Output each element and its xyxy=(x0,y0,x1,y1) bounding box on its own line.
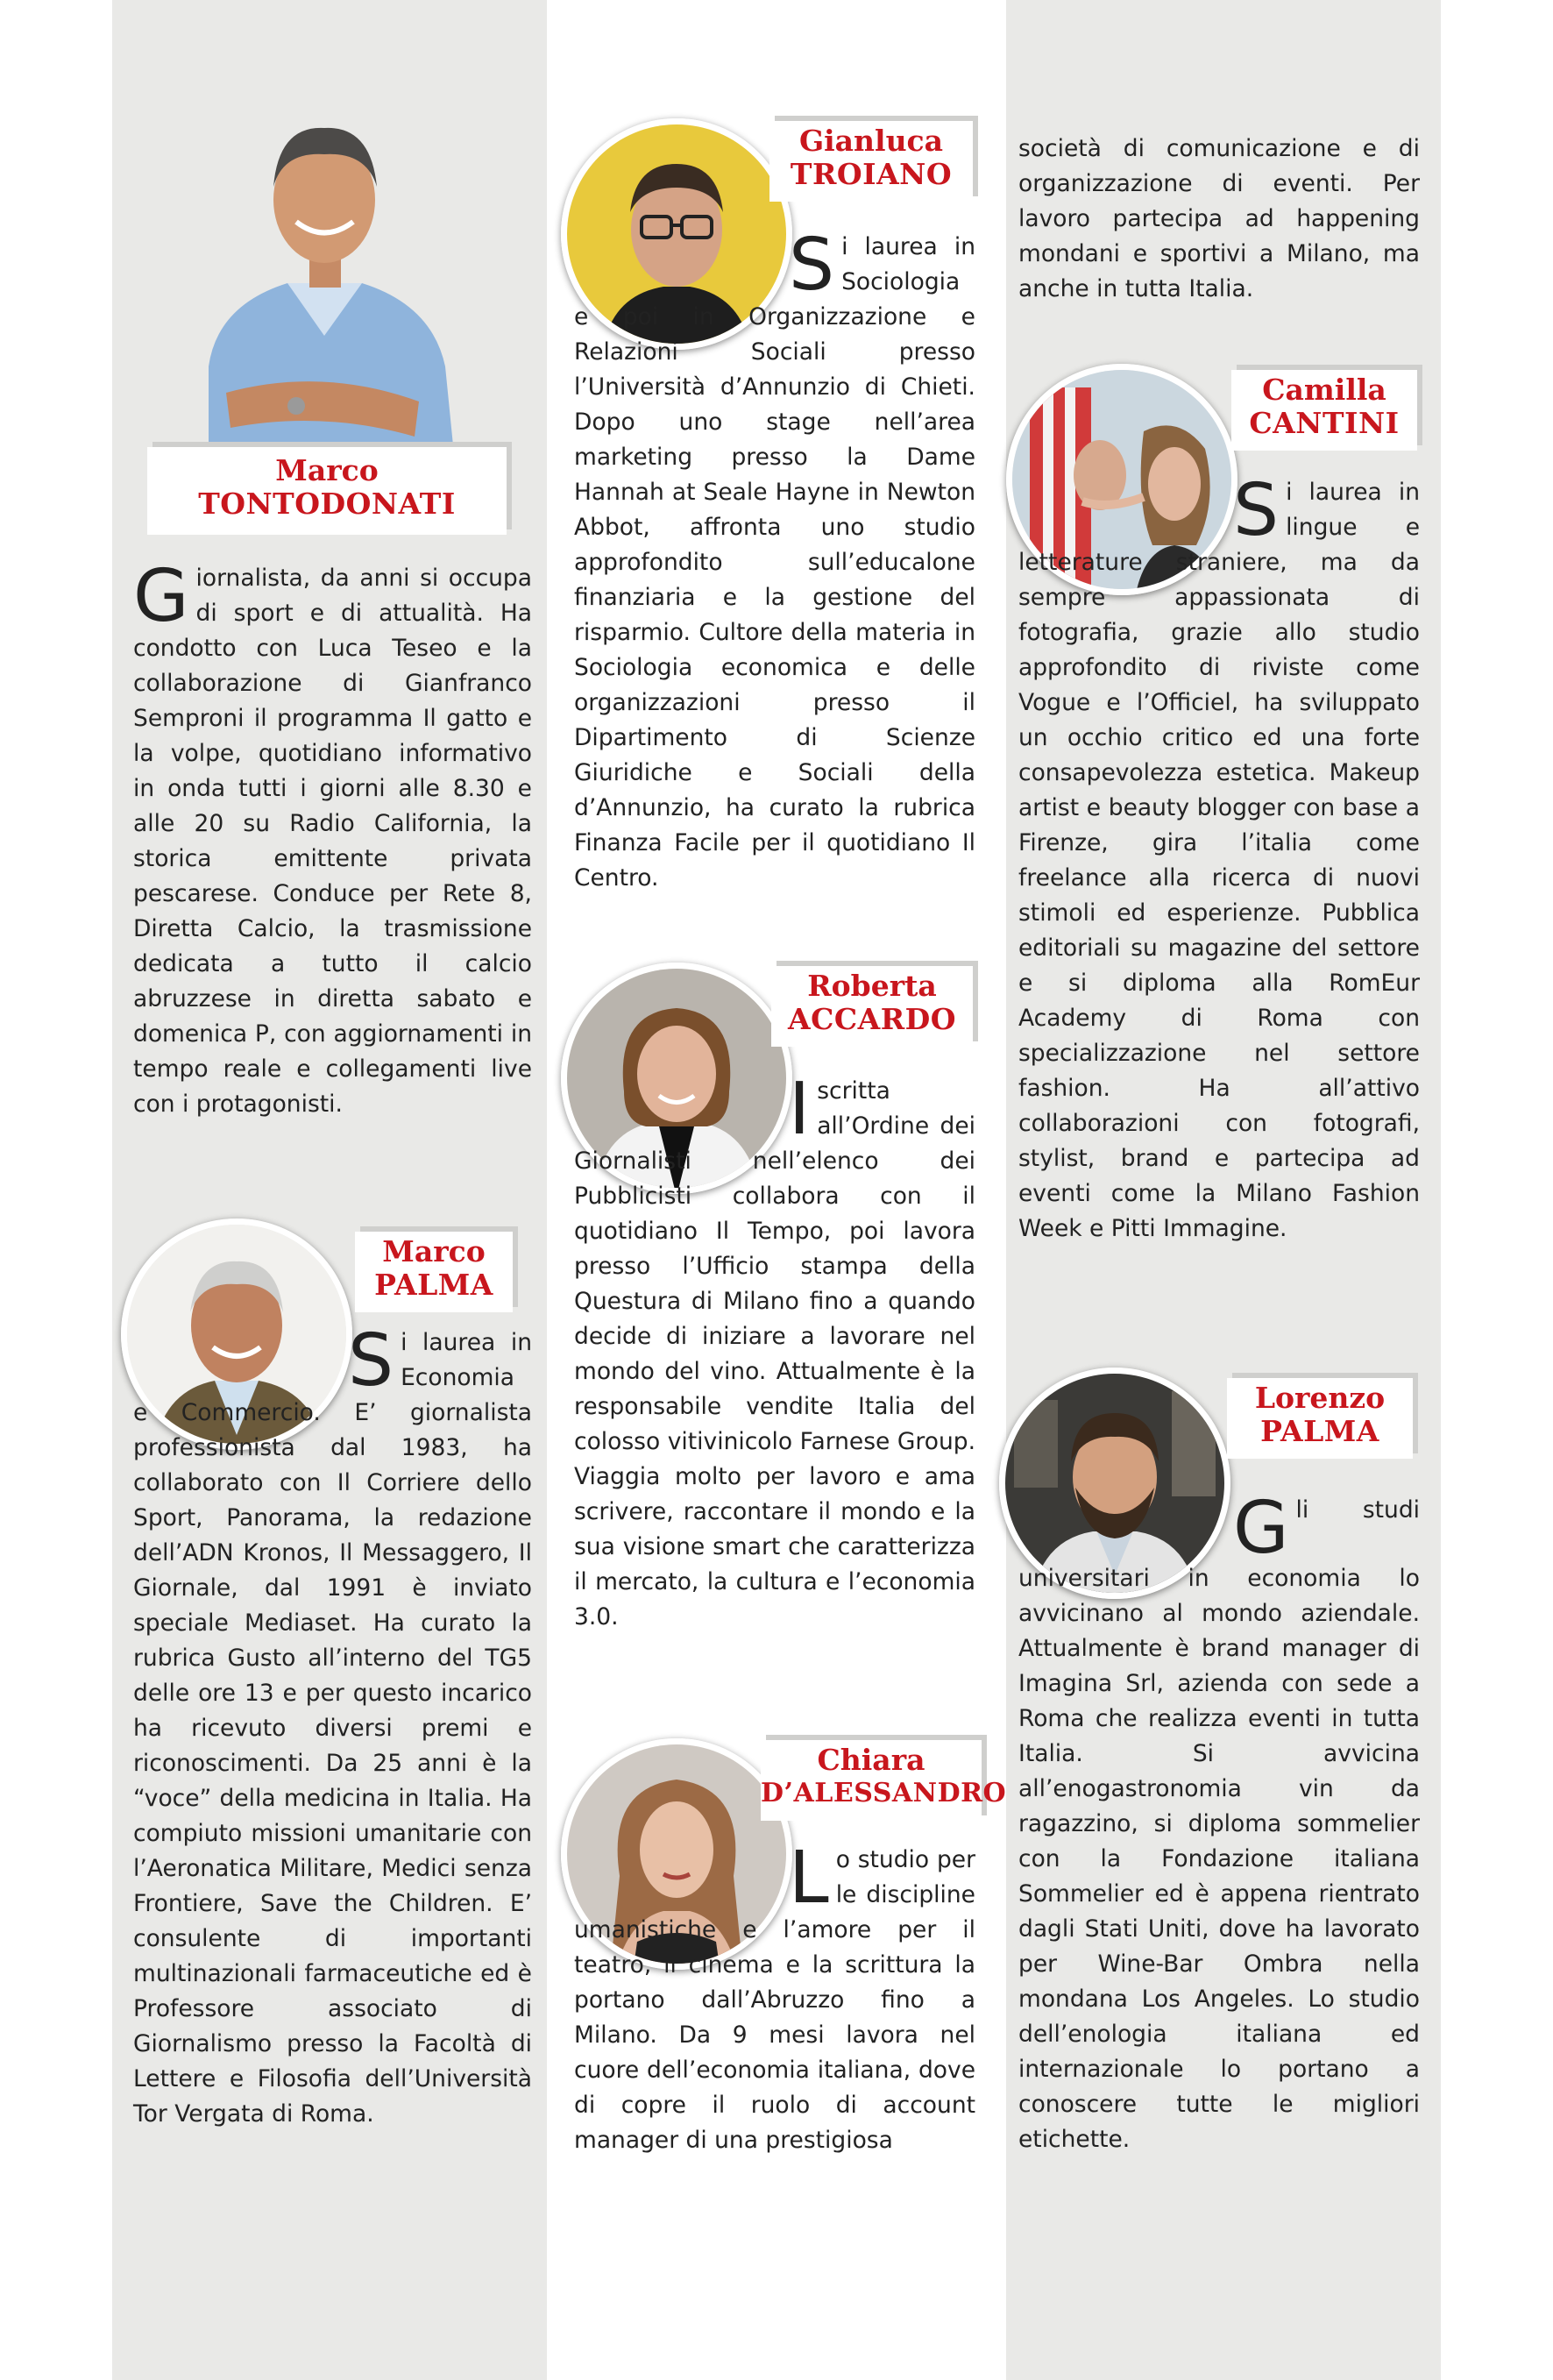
first-name: Lorenzo xyxy=(1254,1381,1386,1415)
name-label-lorenzo-palma xyxy=(1227,1378,1413,1459)
first-name: Chiara xyxy=(817,1743,925,1777)
name-label-chiara-dalessandro xyxy=(761,1740,1007,1821)
first-name: Marco xyxy=(275,453,379,487)
last-name: PALMA xyxy=(1260,1414,1379,1448)
first-name: Camilla xyxy=(1262,373,1386,407)
bio-text: iornalista, da anni si occupa di sport e di attualità. Ha condotto con Luca Teseo e la collaborazione di Gianfranco Semproni il programma Il gatto e la volpe, quotidiano informativo in onda tutti i giorni alle 8.30 e alle 20 su Radio California, la storica emittente privata pescarese. Conduce per Rete 8, Diretta Calcio, la trasmissione dedicata a tutto il calcio abruzzese in diretta sabato e domenica P, con aggiornamenti in tempo reale e collegamenti live con i protagonisti. xyxy=(133,565,532,1118)
first-name: Gianluca xyxy=(798,124,944,158)
last-name: PALMA xyxy=(374,1268,493,1302)
last-name: CANTINI xyxy=(1249,406,1400,440)
last-name: D’ALESSANDRO xyxy=(761,1778,1007,1808)
bio-camilla-cantini xyxy=(1018,469,1420,1247)
dropcap: S xyxy=(1233,469,1280,552)
dropcap: I xyxy=(789,1068,811,1151)
name-label-marco-palma xyxy=(355,1232,513,1312)
bio-chiara-dalessandro xyxy=(574,1837,975,2158)
name-label-roberta-accardo xyxy=(771,966,973,1047)
name-label-gianluca-troiano xyxy=(769,121,973,202)
bio-text: scritta all’Ordine dei Giornalisti nell’elenco dei Pubblicisti collabora con il quotidiano Il Tempo, poi lavora presso l’Ufficio stampa della Questura di Milano fino a quando decide di iniziare a lavorare nel mondo del vino. Attualmente è la responsabile vendite Italia del colosso vitivinicolo Farnese Group. Viaggia molto per lavoro e ama scrivere, raccontare il mondo e la sua visione smart che caratterizza il mercato, la cultura e l’economia 3.0. xyxy=(574,1077,975,1630)
bio-gianluca-troiano xyxy=(574,224,975,896)
bio-roberta-accardo xyxy=(574,1068,975,1635)
bio-text: società di comunicazione e di organizzazione di eventi. Per lavoro partecipa ad happening mondani e sportivi a Milano, ma anche in tutta Italia. xyxy=(1018,135,1420,302)
portrait-marco-tontodonati xyxy=(191,103,458,454)
last-name: TONTODONATI xyxy=(198,487,456,521)
first-name: Marco xyxy=(382,1234,486,1268)
dropcap: L xyxy=(789,1837,829,1920)
bio-continuation-chiara xyxy=(1018,131,1420,307)
bio-text: o studio per le discipline umanistiche e l’amore per il teatro, il cinema e la scrittura la portano dall’Abruzzo fino a Milano. Da 9 mesi lavora nel cuore dell’economia italiana, dove di copre il ruolo di account manager di una prestigiosa xyxy=(574,1846,975,2154)
bio-text: li studi universitari in economia lo avvicinano al mondo aziendale. Attualmente è brand manager di Imagina Srl, azienda con sede a Roma che realizza eventi in tutta Italia. Si avvicina all’enogastronomia vin da ragazzino, si diploma sommelier con la Fondazione italiana Sommelier ed è appena rientrato dagli Stati Uniti, dove ha lavorato per Wine-Bar Ombra nella mondana Los Angeles. Lo studio dell’enologia italiana ed internazionale lo portano a conoscere tutte le migliori etichette. xyxy=(1018,1496,1420,2153)
dropcap: G xyxy=(1233,1487,1289,1570)
name-label-marco-tontodonati xyxy=(147,447,507,535)
dropcap: S xyxy=(348,1319,394,1403)
dropcap: S xyxy=(789,224,835,307)
bio-text: i laurea in Sociologia e poi in Organizzazione e Relazioni Sociali presso l’Università d’Annunzio di Chieti. Dopo uno stage nell’area marketing presso la Dame Hannah at Seale Hayne in Newton Abbot, affronta uno studio approfondito sull’educalone finanziaria e la gestione del risparmio. Cultore della materia in Sociologia economica e delle organizzazioni presso il Dipartimento di Scienze Giuridiche e Sociali della d’Annunzio, ha curato la rubrica Finanza Facile per il quotidiano Il Centro. xyxy=(574,233,975,892)
bio-text: i laurea in Economia e Commercio. E’ giornalista professionista dal 1983, ha collaborato con Il Corriere dello Sport, Panorama, la redazione dell’ADN Kronos, Il Messaggero, Il Giornale, dal 1991 è inviato speciale Mediaset. Ha curato la rubrica Gusto all’interno del TG5 delle ore 13 e per questo incarico ha ricevuto diversi premi e riconoscimenti. Da 25 anni è la “voce” della medicina in Italia. Ha compiuto missioni umanitarie con l’Aeronatica Militare, Medici senza Frontiere, Save the Children. E’ consulente di importanti multinazionali farmaceutiche ed è Professore associato di Giornalismo presso la Facoltà di Lettere e Filosofia dell’Università Tor Vergata di Roma. xyxy=(133,1329,532,2128)
dropcap: G xyxy=(133,555,189,638)
name-label-camilla-cantini xyxy=(1231,370,1417,451)
bio-marco-palma xyxy=(133,1319,532,2132)
bio-text: i laurea in lingue e letterature straniere, ma da sempre appassionata di fotografia, grazie allo studio approfondito di riviste come Vogue e l’Officiel, ha sviluppato un occhio critico ed una forte consapevolezza estetica. Makeup artist e beauty blogger con base a Firenze, gira l’italia come freelance alla ricerca di nuovi stimoli ed esperienze. Pubblica editoriali su magazine del settore e si diploma alla RomEur Academy di Roma con specializzazione nel settore fashion. Ha all’attivo collaborazioni con fotografi, stylist, brand e partecipa ad eventi come la Milano Fashion Week e Pitti Immagine. xyxy=(1018,479,1420,1242)
last-name: ACCARDO xyxy=(787,1002,957,1036)
first-name: Roberta xyxy=(807,969,937,1003)
bio-marco-tontodonati xyxy=(133,555,532,1122)
bio-lorenzo-palma xyxy=(1018,1487,1420,2157)
last-name: TROIANO xyxy=(790,157,953,191)
